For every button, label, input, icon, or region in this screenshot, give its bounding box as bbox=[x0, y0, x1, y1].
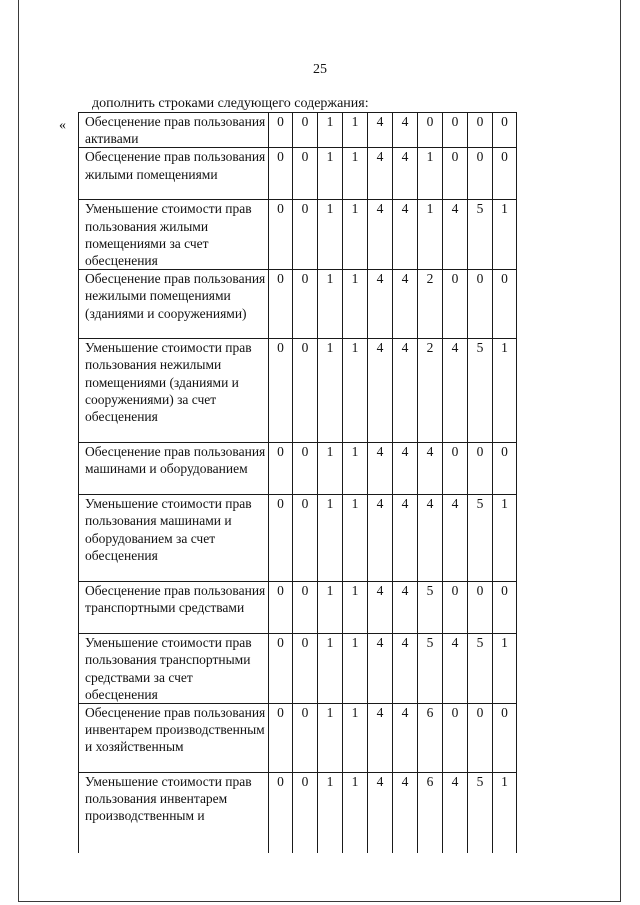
table-row bbox=[79, 339, 517, 443]
code-digit-cell: 1 bbox=[343, 495, 368, 582]
code-digit-cell: 1 bbox=[318, 443, 343, 495]
code-digit-cell: 0 bbox=[269, 148, 293, 200]
code-digit-cell: 0 bbox=[293, 634, 318, 704]
code-digit-cell: 4 bbox=[368, 634, 393, 704]
code-digit-cell: 6 bbox=[418, 773, 443, 853]
row-name-cell: Уменьшение стоимости прав пользования нежилыми помещениями (зданиями и сооружениями) за счет обесценения bbox=[79, 339, 269, 443]
code-digit-cell: 0 bbox=[269, 704, 293, 773]
code-digit-cell: 1 bbox=[318, 113, 343, 148]
code-digit-cell: 0 bbox=[493, 704, 517, 773]
code-digit-cell: 1 bbox=[343, 773, 368, 853]
code-digit-cell: 0 bbox=[468, 443, 493, 495]
code-digit-cell: 4 bbox=[393, 634, 418, 704]
code-digit-cell: 4 bbox=[393, 443, 418, 495]
code-digit-cell: 0 bbox=[269, 495, 293, 582]
code-digit-cell: 4 bbox=[443, 773, 468, 853]
code-digit-cell: 0 bbox=[468, 704, 493, 773]
table-row bbox=[79, 200, 517, 270]
page-number: 25 bbox=[313, 62, 327, 77]
code-digit-cell: 1 bbox=[318, 582, 343, 634]
code-digit-cell: 0 bbox=[269, 113, 293, 148]
table-row bbox=[79, 270, 517, 339]
code-digit-cell: 4 bbox=[443, 634, 468, 704]
code-digit-cell: 0 bbox=[443, 582, 468, 634]
code-digit-cell: 4 bbox=[368, 773, 393, 853]
row-name-cell: Уменьшение стоимости прав пользования жилыми помещениями за счет обесценения bbox=[79, 200, 269, 270]
code-digit-cell: 0 bbox=[293, 148, 318, 200]
code-digit-cell: 0 bbox=[269, 270, 293, 339]
table-row bbox=[79, 148, 517, 200]
code-digit-cell: 1 bbox=[343, 704, 368, 773]
code-digit-cell: 1 bbox=[343, 270, 368, 339]
code-digit-cell: 4 bbox=[393, 270, 418, 339]
code-digit-cell: 0 bbox=[468, 113, 493, 148]
row-name-cell: Обесценение прав пользования нежилыми помещениями (зданиями и сооружениями) bbox=[79, 270, 269, 339]
code-digit-cell: 2 bbox=[418, 270, 443, 339]
code-digit-cell: 4 bbox=[368, 148, 393, 200]
code-digit-cell: 0 bbox=[493, 443, 517, 495]
code-digit-cell: 4 bbox=[443, 495, 468, 582]
code-digit-cell: 4 bbox=[443, 200, 468, 270]
code-digit-cell: 0 bbox=[293, 443, 318, 495]
code-digit-cell: 0 bbox=[269, 200, 293, 270]
code-digit-cell: 4 bbox=[368, 339, 393, 443]
table-row bbox=[79, 634, 517, 704]
code-digit-cell: 0 bbox=[493, 148, 517, 200]
code-digit-cell: 4 bbox=[418, 495, 443, 582]
code-digit-cell: 4 bbox=[368, 113, 393, 148]
code-digit-cell: 0 bbox=[443, 113, 468, 148]
code-digit-cell: 5 bbox=[418, 582, 443, 634]
code-digit-cell: 0 bbox=[293, 339, 318, 443]
intro-text: дополнить строками следующего содержания: bbox=[92, 96, 369, 111]
code-digit-cell: 4 bbox=[393, 773, 418, 853]
code-digit-cell: 4 bbox=[368, 704, 393, 773]
code-digit-cell: 0 bbox=[269, 443, 293, 495]
row-name-cell: Обесценение прав пользования активами bbox=[79, 113, 269, 148]
code-digit-cell: 4 bbox=[393, 113, 418, 148]
code-digit-cell: 1 bbox=[493, 773, 517, 853]
code-digit-cell: 0 bbox=[443, 443, 468, 495]
row-name-cell: Обесценение прав пользования машинами и оборудованием bbox=[79, 443, 269, 495]
code-digit-cell: 4 bbox=[368, 270, 393, 339]
code-digit-cell: 0 bbox=[443, 270, 468, 339]
code-digit-cell: 1 bbox=[343, 582, 368, 634]
code-digit-cell: 4 bbox=[393, 704, 418, 773]
code-digit-cell: 4 bbox=[393, 148, 418, 200]
code-digit-cell: 1 bbox=[318, 200, 343, 270]
code-digit-cell: 4 bbox=[368, 495, 393, 582]
code-digit-cell: 4 bbox=[368, 200, 393, 270]
code-digit-cell: 4 bbox=[393, 582, 418, 634]
row-name-cell: Уменьшение стоимости прав пользования инвентарем производственным и bbox=[79, 773, 269, 853]
code-digit-cell: 1 bbox=[343, 443, 368, 495]
code-digit-cell: 4 bbox=[393, 495, 418, 582]
row-name-cell: Обесценение прав пользования транспортными средствами bbox=[79, 582, 269, 634]
code-digit-cell: 2 bbox=[418, 339, 443, 443]
code-digit-cell: 1 bbox=[318, 339, 343, 443]
code-digit-cell: 1 bbox=[493, 495, 517, 582]
code-digit-cell: 1 bbox=[343, 200, 368, 270]
code-digit-cell: 0 bbox=[468, 148, 493, 200]
code-digit-cell: 5 bbox=[468, 495, 493, 582]
code-digit-cell: 4 bbox=[393, 200, 418, 270]
table-row bbox=[79, 704, 517, 773]
code-digit-cell: 4 bbox=[368, 582, 393, 634]
code-digit-cell: 0 bbox=[293, 582, 318, 634]
code-digit-cell: 0 bbox=[293, 773, 318, 853]
code-digit-cell: 1 bbox=[343, 148, 368, 200]
table-row bbox=[79, 113, 517, 148]
code-digit-cell: 0 bbox=[418, 113, 443, 148]
code-digit-cell: 0 bbox=[269, 582, 293, 634]
code-digit-cell: 0 bbox=[293, 270, 318, 339]
code-digit-cell: 1 bbox=[318, 270, 343, 339]
code-digit-cell: 1 bbox=[318, 704, 343, 773]
code-digit-cell: 1 bbox=[493, 200, 517, 270]
code-digit-cell: 1 bbox=[318, 495, 343, 582]
code-digit-cell: 0 bbox=[293, 704, 318, 773]
code-digit-cell: 5 bbox=[468, 200, 493, 270]
code-digit-cell: 1 bbox=[318, 773, 343, 853]
code-digit-cell: 1 bbox=[318, 148, 343, 200]
code-digit-cell: 5 bbox=[468, 634, 493, 704]
table-row bbox=[79, 582, 517, 634]
code-digit-cell: 6 bbox=[418, 704, 443, 773]
code-digit-cell: 4 bbox=[393, 339, 418, 443]
table-row bbox=[79, 495, 517, 582]
code-digit-cell: 0 bbox=[493, 270, 517, 339]
code-digit-cell: 0 bbox=[468, 270, 493, 339]
code-digit-cell: 0 bbox=[468, 582, 493, 634]
row-name-cell: Уменьшение стоимости прав пользования машинами и оборудованием за счет обесценения bbox=[79, 495, 269, 582]
code-digit-cell: 1 bbox=[343, 113, 368, 148]
code-digit-cell: 0 bbox=[293, 200, 318, 270]
code-digit-cell: 1 bbox=[493, 634, 517, 704]
code-digit-cell: 0 bbox=[293, 113, 318, 148]
code-digit-cell: 5 bbox=[468, 773, 493, 853]
row-name-cell: Обесценение прав пользования инвентарем производственным и хозяйственным bbox=[79, 704, 269, 773]
code-digit-cell: 4 bbox=[443, 339, 468, 443]
row-name-cell: Обесценение прав пользования жилыми помещениями bbox=[79, 148, 269, 200]
code-digit-cell: 1 bbox=[343, 339, 368, 443]
code-digit-cell: 4 bbox=[418, 443, 443, 495]
code-digit-cell: 1 bbox=[418, 148, 443, 200]
code-digit-cell: 0 bbox=[269, 634, 293, 704]
opening-quote-mark: « bbox=[59, 118, 66, 133]
code-digit-cell: 1 bbox=[418, 200, 443, 270]
code-digit-cell: 0 bbox=[293, 495, 318, 582]
code-digit-cell: 5 bbox=[468, 339, 493, 443]
code-digit-cell: 4 bbox=[368, 443, 393, 495]
code-digit-cell: 0 bbox=[443, 148, 468, 200]
row-name-cell: Уменьшение стоимости прав пользования транспортными средствами за счет обесценения bbox=[79, 634, 269, 704]
code-digit-cell: 0 bbox=[493, 582, 517, 634]
code-digit-cell: 0 bbox=[269, 773, 293, 853]
table-row bbox=[79, 773, 517, 853]
code-digit-cell: 5 bbox=[418, 634, 443, 704]
code-digit-cell: 1 bbox=[493, 339, 517, 443]
code-digit-cell: 0 bbox=[493, 113, 517, 148]
code-digit-cell: 1 bbox=[318, 634, 343, 704]
code-digit-cell: 1 bbox=[343, 634, 368, 704]
code-digit-cell: 0 bbox=[269, 339, 293, 443]
code-digit-cell: 0 bbox=[443, 704, 468, 773]
account-codes-table bbox=[78, 112, 517, 853]
table-row bbox=[79, 443, 517, 495]
